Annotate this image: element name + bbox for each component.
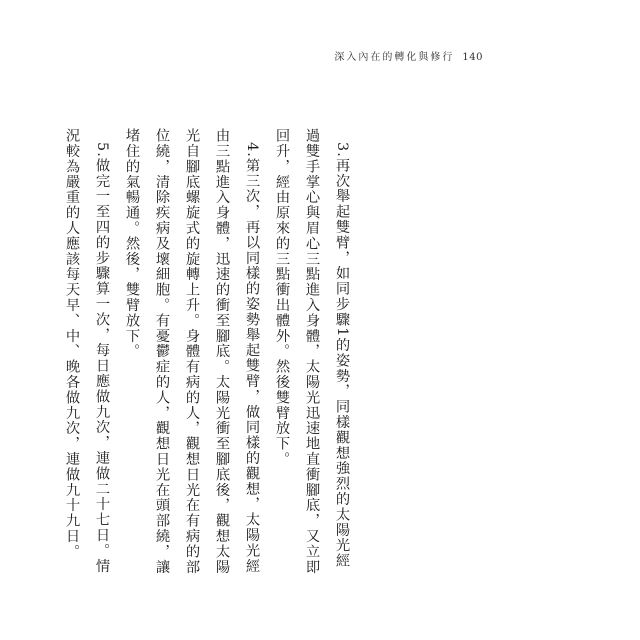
paragraph-step-5: 5.做完一至四的步驟算一次，每日應做九次，連做二十七日。情況較為嚴重的人應該每天早、中、晚各做九次，連做九十九日。	[64, 128, 110, 574]
running-head-title: 深入內在的轉化與修行	[334, 52, 455, 63]
paragraph-step-3: 3.再次舉起雙臂，如同步驟1的姿勢，同樣觀想強烈的太陽光經過雙手掌心與眉心三點進入身體，太陽光迅速地直衝腳底，又立即回升，經由原來的三點衝出體外。然後雙臂放下。	[274, 128, 350, 575]
page-number: 140	[462, 52, 483, 63]
paragraph-step-4: 4.第三次，再以同樣的姿勢舉起雙臂，做同樣的觀想，太陽光經由三點進入身體，迅速的衝至腳底。太陽光衝至腳底後，觀想太陽光自腳底螺旋式的旋轉上升。身體有病的人，觀想日光在有病的部位繞，清除疾病及壞細胞。有憂鬱症的人，觀想日光在頭部繞，讓堵住的氣暢通。然後，雙臂放下。	[124, 128, 260, 575]
running-head	[334, 48, 483, 63]
body-text	[57, 128, 357, 578]
